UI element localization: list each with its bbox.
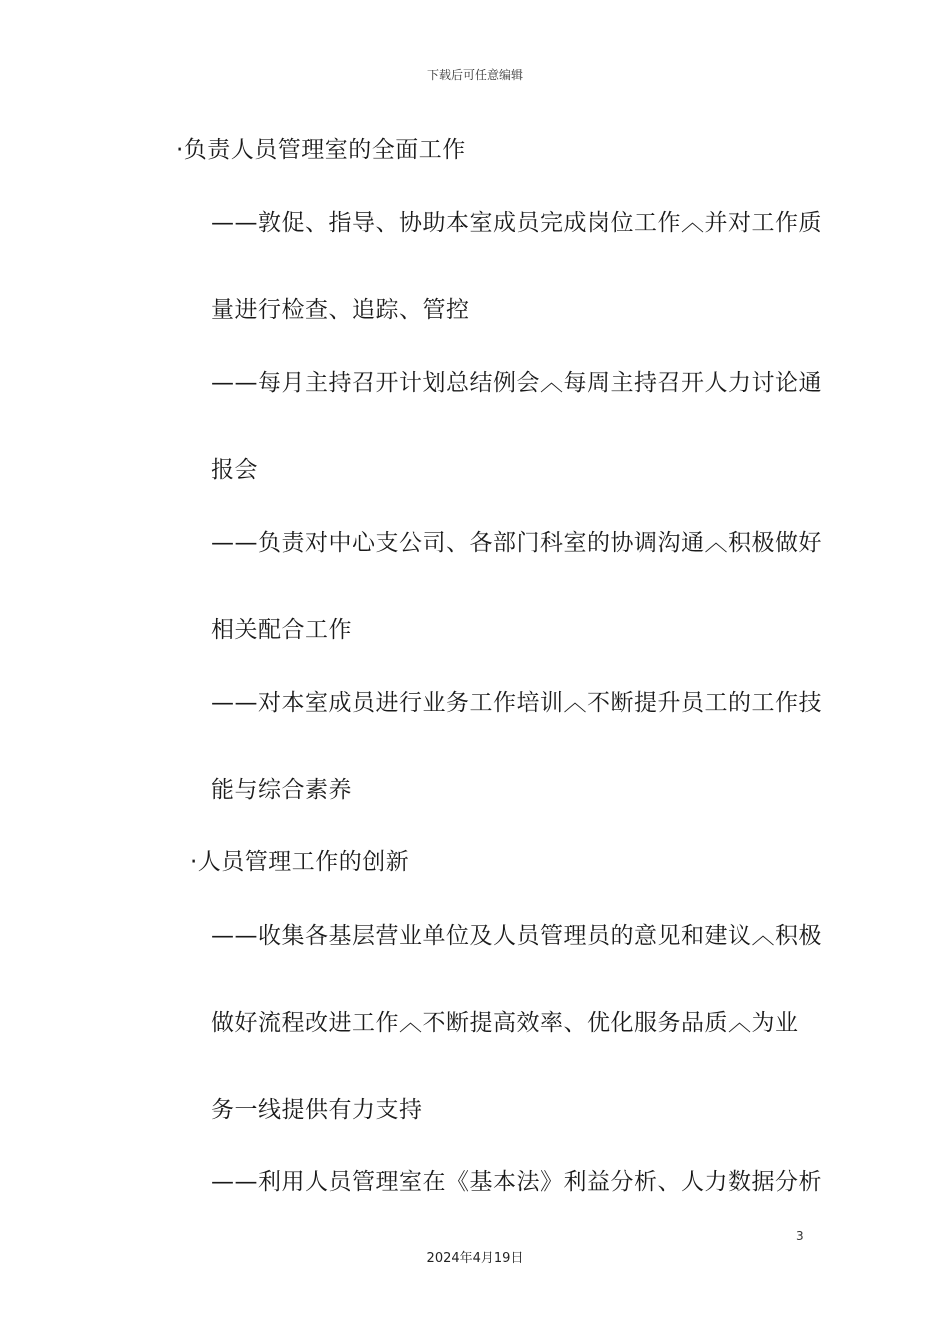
footer-date: 2024年4月19日 <box>426 1251 524 1266</box>
paragraph-3-line-1: ——负责对中心支公司、各部门科室的协调沟通︿积极做好 <box>211 530 822 556</box>
paragraph-4-line-2: 能与综合素养 <box>211 777 352 803</box>
section-heading-2: ·人员管理工作的创新 <box>190 849 410 875</box>
section-heading-1: ·负责人员管理室的全面工作 <box>176 137 466 163</box>
paragraph-5-line-3: 务一线提供有力支持 <box>211 1097 423 1123</box>
page-number: 3 <box>796 1229 804 1243</box>
paragraph-1-line-2: 量进行检查、追踪、管控 <box>211 297 470 323</box>
paragraph-5-line-1: ——收集各基层营业单位及人员管理员的意见和建议︿积极 <box>211 923 822 949</box>
paragraph-4-line-1: ——对本室成员进行业务工作培训︿不断提升员工的工作技 <box>211 690 822 716</box>
paragraph-5-line-2: 做好流程改进工作︿不断提高效率、优化服务品质︿为业 <box>211 1010 799 1036</box>
page-header: 下载后可任意编辑 <box>426 68 523 82</box>
paragraph-6-line-1: ——利用人员管理室在《基本法》利益分析、人力数据分析 <box>211 1169 822 1195</box>
paragraph-1-line-1: ——敦促、指导、协助本室成员完成岗位工作︿并对工作质 <box>211 210 822 236</box>
paragraph-2-line-2: 报会 <box>211 457 258 483</box>
paragraph-2-line-1: ——每月主持召开计划总结例会︿每周主持召开人力讨论通 <box>211 370 822 396</box>
paragraph-3-line-2: 相关配合工作 <box>211 617 352 643</box>
